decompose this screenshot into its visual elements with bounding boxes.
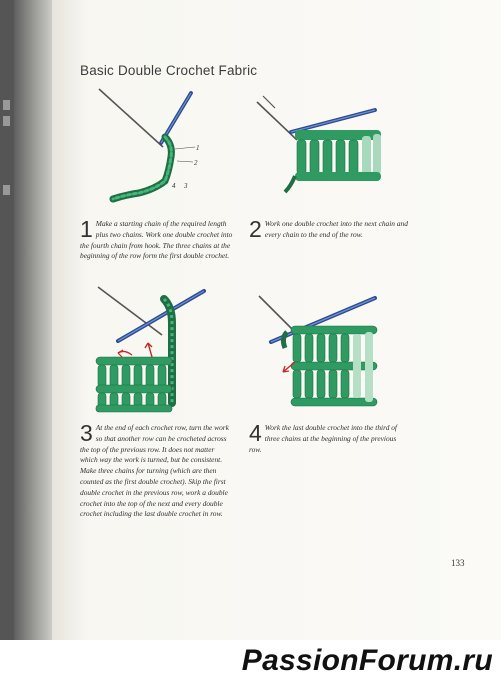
step-number: 3 [80,420,93,446]
scan-edge [0,0,14,640]
illustration-1 [95,85,220,205]
watermark: PassionForum.ru [241,644,493,677]
page-title: Basic Double Crochet Fabric [80,63,258,78]
label-2: 2 [194,159,198,167]
step-text: Work the last double crochet into the third of three chains at the beginning of the previous row. [249,423,397,454]
page-number: 133 [451,558,465,568]
step-4 [249,420,399,455]
step-number: 2 [249,216,262,242]
step-3 [80,420,232,520]
illustration-2 [255,92,385,207]
illustration-4 [255,292,385,417]
step-number: 4 [249,420,262,446]
label-3: 3 [184,182,188,190]
step-number: 1 [80,216,93,242]
step-text: Work one double crochet into the next chain and every chain to the end of the row. [264,219,408,239]
step-text: Make a starting chain of the required length plus two chains. Work one double crochet into the fourth chain from hook. The three chains at the beginning of the row form the first double crochet. [80,219,233,261]
label-4: 4 [172,182,176,190]
illustration-3 [92,283,212,418]
label-1: 1 [196,144,200,152]
step-text: At the end of each crochet row, turn the work so that another row can be crocheted across the top of the previous row. It does not matter which way the work is turned, but be consistent. Make three chains for turning (which are then counted as the first double crochet). Skip the first double crochet in the previous row, work a double crochet into the top of the next and every double crochet including the last double crochet in row. [80,423,229,519]
step-1 [80,216,235,262]
step-2 [249,216,409,242]
